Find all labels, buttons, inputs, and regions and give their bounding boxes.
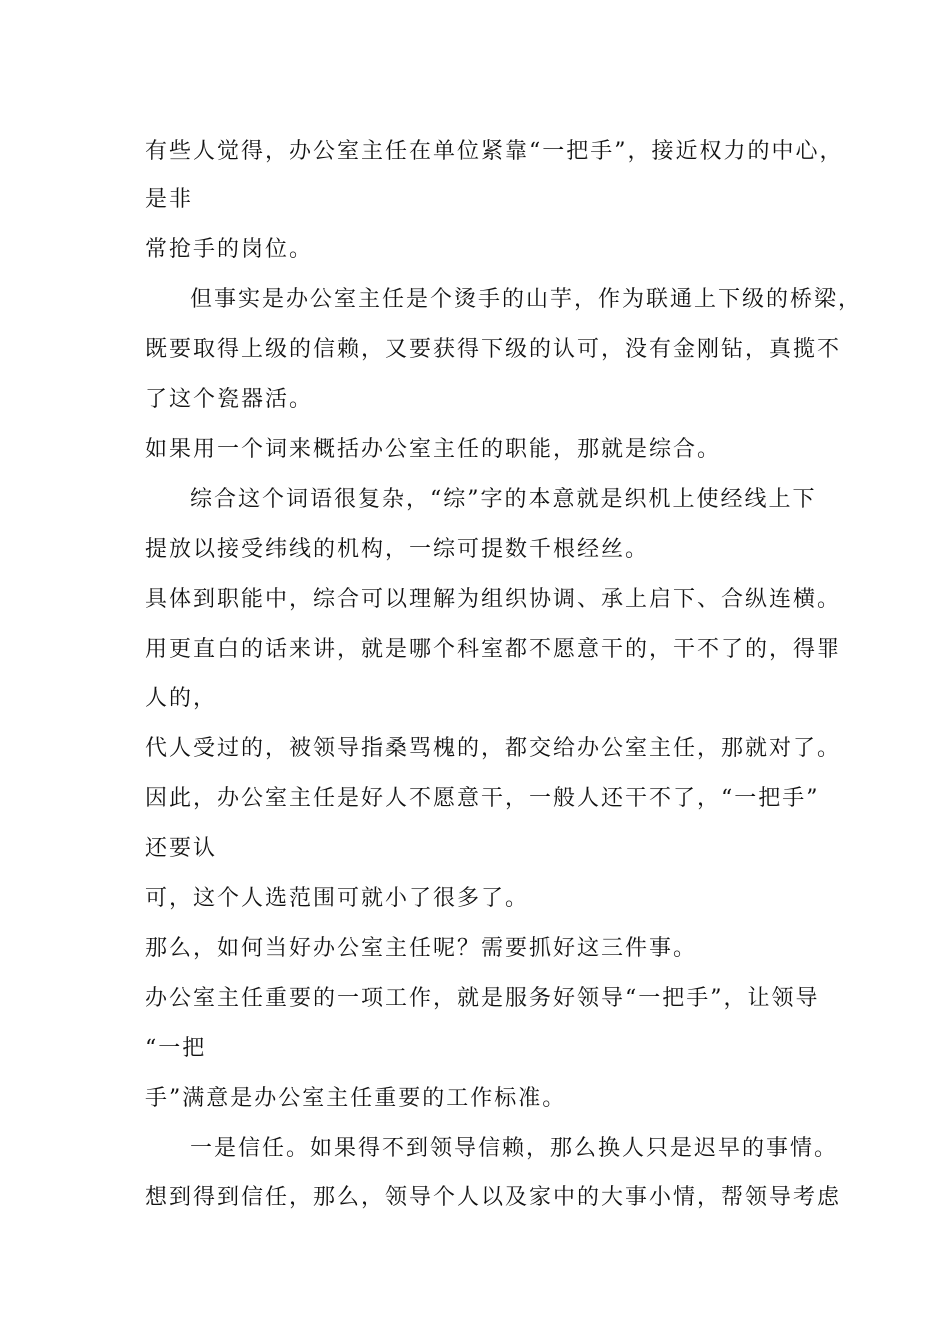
text-line: 因此，办公室主任是好人不愿意干，一般人还干不了，“一把手” bbox=[145, 786, 820, 811]
text-line: 还要认 bbox=[145, 836, 218, 861]
text-line: 但事实是办公室主任是个烫手的山芋，作为联通上下级的桥梁， bbox=[190, 287, 863, 312]
text-line: 具体到职能中，综合可以理解为组织协调、承上启下、合纵连横。 bbox=[145, 587, 842, 612]
text-line: 有些人觉得，办公室主任在单位紧靠“一把手”，接近权力的中心， bbox=[145, 139, 844, 164]
text-line: 了这个瓷器活。 bbox=[145, 387, 314, 412]
text-line: 一是信任。如果得不到领导信赖，那么换人只是迟早的事情。 bbox=[190, 1136, 839, 1161]
text-line: 想到得到信任，那么，领导个人以及家中的大事小情，帮领导考虑 bbox=[145, 1185, 842, 1210]
text-line: 代人受过的，被领导指桑骂槐的，都交给办公室主任，那就对了。 bbox=[145, 736, 842, 761]
text-line: 提放以接受纬线的机构，一综可提数千根经丝。 bbox=[145, 537, 650, 562]
text-line: 既要取得上级的信赖，又要获得下级的认可，没有金刚钻，真揽不 bbox=[145, 337, 842, 362]
text-line: 可，这个人选范围可就小了很多了。 bbox=[145, 886, 530, 911]
text-line: 综合这个词语很复杂，“综”字的本意就是织机上使经线上下 bbox=[190, 487, 817, 512]
text-line: 是非 bbox=[145, 187, 194, 212]
text-line: 手”满意是办公室主任重要的工作标准。 bbox=[145, 1086, 567, 1111]
text-line: 办公室主任重要的一项工作，就是服务好领导“一把手”，让领导 bbox=[145, 986, 820, 1011]
text-line: 常抢手的岗位。 bbox=[145, 237, 314, 262]
text-line: 如果用一个词来概括办公室主任的职能，那就是综合。 bbox=[145, 437, 722, 462]
text-line: 用更直白的话来讲，就是哪个科室都不愿意干的，干不了的，得罪 bbox=[145, 637, 842, 662]
text-line: “一把 bbox=[145, 1036, 207, 1061]
text-line: 那么，如何当好办公室主任呢？需要抓好这三件事。 bbox=[145, 936, 698, 961]
text-line: 人的， bbox=[145, 686, 218, 711]
